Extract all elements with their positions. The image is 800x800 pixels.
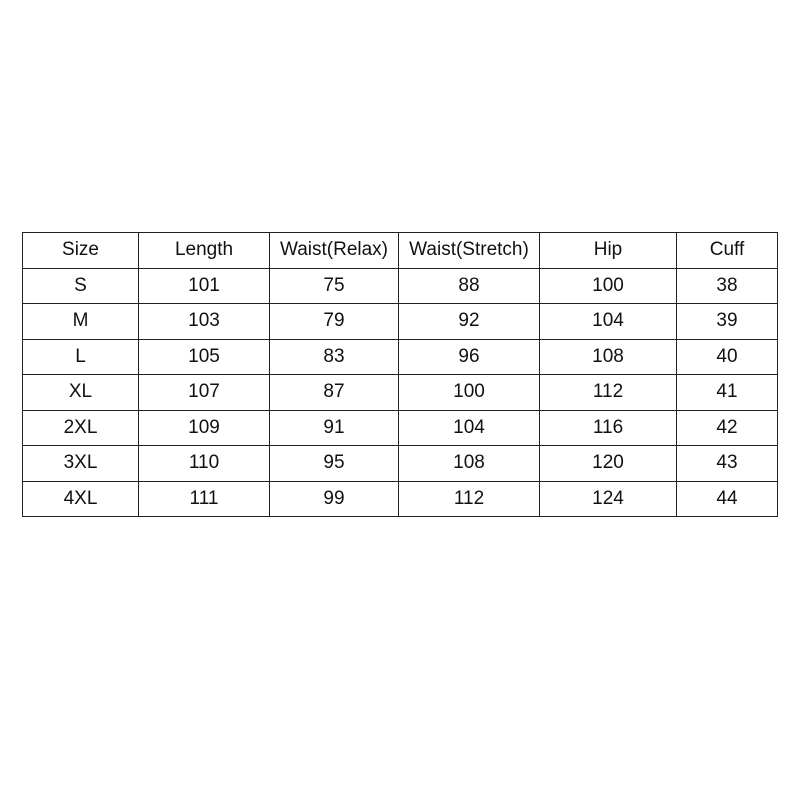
cell-hip: 124 bbox=[540, 481, 677, 517]
header-waist-stretch: Waist(Stretch) bbox=[399, 233, 540, 269]
cell-length: 103 bbox=[139, 304, 270, 340]
cell-cuff: 38 bbox=[677, 268, 778, 304]
cell-waist-stretch: 108 bbox=[399, 446, 540, 482]
table-row bbox=[23, 339, 778, 375]
cell-waist-stretch: 104 bbox=[399, 410, 540, 446]
cell-size: L bbox=[23, 339, 139, 375]
header-row bbox=[23, 233, 778, 269]
cell-hip: 120 bbox=[540, 446, 677, 482]
header-length: Length bbox=[139, 233, 270, 269]
cell-size: 2XL bbox=[23, 410, 139, 446]
cell-waist-relax: 99 bbox=[270, 481, 399, 517]
header-hip: Hip bbox=[540, 233, 677, 269]
header-cuff: Cuff bbox=[677, 233, 778, 269]
cell-length: 101 bbox=[139, 268, 270, 304]
cell-waist-stretch: 100 bbox=[399, 375, 540, 411]
cell-size: XL bbox=[23, 375, 139, 411]
cell-hip: 116 bbox=[540, 410, 677, 446]
cell-waist-stretch: 88 bbox=[399, 268, 540, 304]
cell-length: 105 bbox=[139, 339, 270, 375]
cell-cuff: 40 bbox=[677, 339, 778, 375]
table-row bbox=[23, 446, 778, 482]
cell-hip: 108 bbox=[540, 339, 677, 375]
table-row bbox=[23, 268, 778, 304]
cell-size: 3XL bbox=[23, 446, 139, 482]
cell-length: 107 bbox=[139, 375, 270, 411]
size-chart-table bbox=[22, 232, 778, 517]
cell-waist-relax: 83 bbox=[270, 339, 399, 375]
table-row bbox=[23, 375, 778, 411]
cell-size: S bbox=[23, 268, 139, 304]
cell-length: 111 bbox=[139, 481, 270, 517]
cell-length: 110 bbox=[139, 446, 270, 482]
cell-waist-relax: 75 bbox=[270, 268, 399, 304]
cell-waist-stretch: 96 bbox=[399, 339, 540, 375]
table-body bbox=[23, 268, 778, 517]
cell-waist-relax: 79 bbox=[270, 304, 399, 340]
header-size: Size bbox=[23, 233, 139, 269]
cell-size: M bbox=[23, 304, 139, 340]
cell-cuff: 43 bbox=[677, 446, 778, 482]
cell-waist-relax: 91 bbox=[270, 410, 399, 446]
table-row bbox=[23, 481, 778, 517]
cell-hip: 100 bbox=[540, 268, 677, 304]
table-row bbox=[23, 410, 778, 446]
cell-length: 109 bbox=[139, 410, 270, 446]
cell-hip: 112 bbox=[540, 375, 677, 411]
cell-size: 4XL bbox=[23, 481, 139, 517]
table-row bbox=[23, 304, 778, 340]
cell-cuff: 41 bbox=[677, 375, 778, 411]
cell-waist-stretch: 112 bbox=[399, 481, 540, 517]
cell-cuff: 42 bbox=[677, 410, 778, 446]
cell-cuff: 39 bbox=[677, 304, 778, 340]
cell-waist-stretch: 92 bbox=[399, 304, 540, 340]
cell-cuff: 44 bbox=[677, 481, 778, 517]
header-waist-relax: Waist(Relax) bbox=[270, 233, 399, 269]
table-header bbox=[23, 233, 778, 269]
cell-hip: 104 bbox=[540, 304, 677, 340]
cell-waist-relax: 95 bbox=[270, 446, 399, 482]
cell-waist-relax: 87 bbox=[270, 375, 399, 411]
